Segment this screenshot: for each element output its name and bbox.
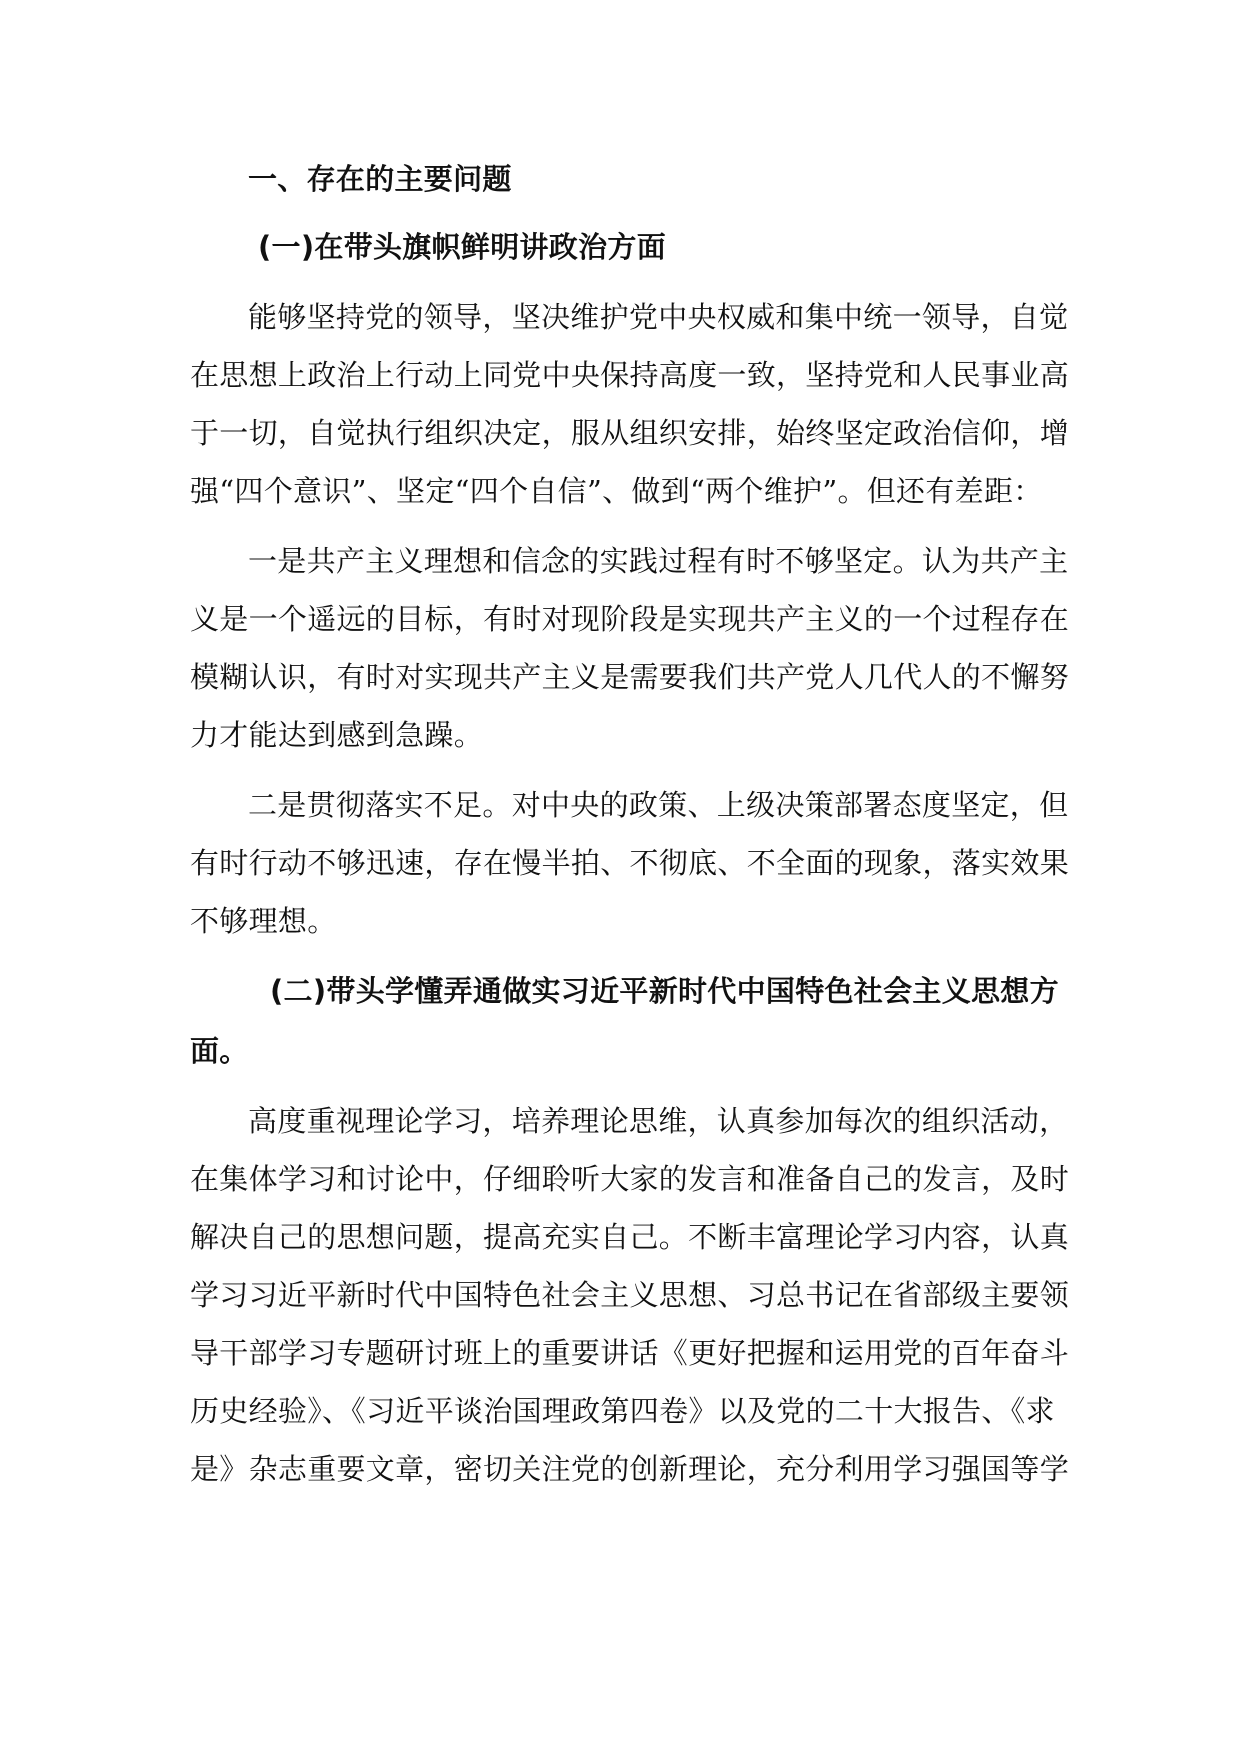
text-line: 能够坚持党的领导，坚决维护党中央权威和集中统一领导，自觉	[248, 300, 1069, 334]
text-line: 在集体学习和讨论中，仔细聆听大家的发言和准备自己的发言，及时	[190, 1162, 1070, 1196]
document-body	[190, 150, 1070, 1510]
text-line: 历史经验》、《习近平谈治国理政第四卷》以及党的二十大报告、《求	[190, 1394, 1055, 1428]
section1-paragraph-1	[190, 288, 1070, 520]
section2-paragraph-1	[190, 1092, 1070, 1498]
text-line: 导干部学习专题研讨班上的重要讲话《更好把握和运用党的百年奋斗	[190, 1336, 1070, 1370]
text-line: 义是一个遥远的目标，有时对现阶段是实现共产主义的一个过程存在	[190, 602, 1070, 636]
text-line: 一是共产主义理想和信念的实践过程有时不够坚定。认为共产主	[248, 544, 1069, 578]
section2-title-line-2: 面。	[190, 1034, 249, 1068]
section1-paragraph-3	[190, 776, 1070, 950]
section2-title-line-1: (二)带头学懂弄通做实习近平新时代中国特色社会主义思想方	[270, 974, 1059, 1008]
text-line: 强“四个意识”、坚定“四个自信”、做到“两个维护”。但还有差距：	[190, 474, 1043, 508]
section1-paragraph-2	[190, 532, 1070, 764]
text-line: 有时行动不够迅速，存在慢半拍、不彻底、不全面的现象，落实效果	[190, 846, 1070, 880]
text-line: 在思想上政治上行动上同党中央保持高度一致，坚持党和人民事业高	[190, 358, 1070, 392]
section1-title: (一)在带头旗帜鲜明讲政治方面	[258, 230, 667, 264]
text-line: 解决自己的思想问题，提高充实自己。不断丰富理论学习内容，认真	[190, 1220, 1070, 1254]
text-line: 模糊认识，有时对实现共产主义是需要我们共产党人几代人的不懈努	[190, 660, 1070, 694]
text-line: 二是贯彻落实不足。对中央的政策、上级决策部署态度坚定，但	[248, 788, 1069, 822]
text-line: 是》杂志重要文章，密切关注党的创新理论，充分利用学习强国等学	[190, 1452, 1070, 1486]
heading-main: 一、存在的主要问题	[248, 162, 512, 196]
text-line: 于一切，自觉执行组织决定，服从组织安排，始终坚定政治信仰，增	[190, 416, 1070, 450]
text-line: 力才能达到感到急躁。	[190, 718, 484, 752]
text-line: 不够理想。	[190, 904, 337, 938]
text-line: 学习习近平新时代中国特色社会主义思想、习总书记在省部级主要领	[190, 1278, 1070, 1312]
text-line: 高度重视理论学习，培养理论思维，认真参加每次的组织活动，	[248, 1104, 1069, 1138]
